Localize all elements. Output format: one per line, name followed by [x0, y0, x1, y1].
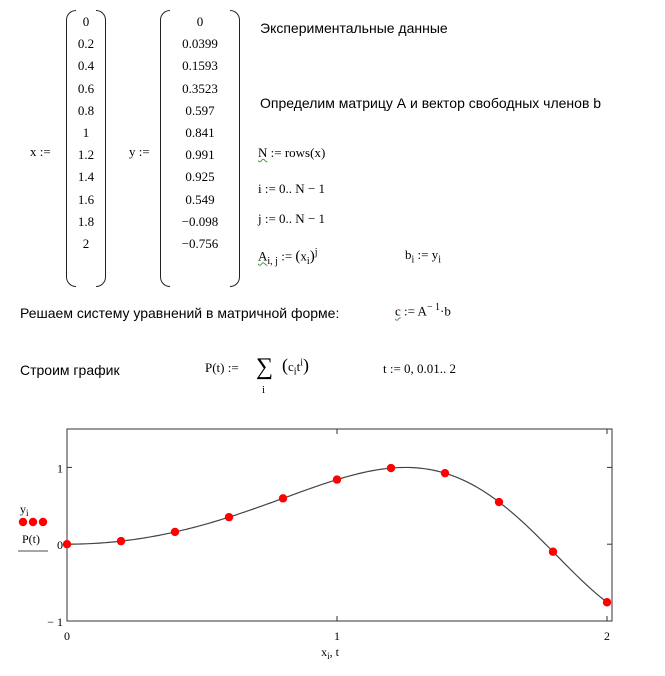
- y-value-6[interactable]: 0.991: [185, 147, 215, 163]
- y-value-7[interactable]: 0.925: [185, 169, 215, 185]
- y-value-1[interactable]: 0.0399: [182, 36, 218, 52]
- plot-frame: [67, 429, 612, 621]
- data-point-4[interactable]: [279, 494, 287, 502]
- y-tick-label-minus-1: − 1: [47, 615, 63, 629]
- data-point-7[interactable]: [441, 469, 449, 477]
- x-axis-label: $x_i$, t: [321, 645, 339, 661]
- legend-dot-2: [39, 518, 47, 526]
- x-tick-label-1: 1: [334, 629, 340, 643]
- plot-region[interactable]: [0, 415, 665, 676]
- build-plot-text: Строим график: [20, 362, 120, 378]
- y-value-0[interactable]: 0: [196, 14, 204, 29]
- x-value-4[interactable]: 0.8: [77, 102, 95, 118]
- x-value-3[interactable]: 0.6: [77, 80, 95, 96]
- y-value-8[interactable]: 0.549: [185, 191, 215, 207]
- legend-marker-dots: [19, 518, 47, 526]
- y-tick-label-1: 1: [57, 461, 63, 476]
- polynomial-curve-p-of-t: [67, 467, 607, 602]
- x-value-1[interactable]: 0.2: [77, 36, 95, 52]
- legend-label-yi: $y_i$: [20, 502, 29, 518]
- x-value-5[interactable]: 1: [82, 124, 90, 140]
- x-tick-label-0: 0: [64, 629, 70, 643]
- j-range-formula[interactable]: j := 0.. N − 1: [258, 211, 326, 226]
- x-value-6[interactable]: 1.2: [77, 147, 95, 163]
- data-point-6[interactable]: [387, 464, 395, 472]
- x-tick-label-2: 2: [604, 629, 610, 643]
- y-tick-label-0: 0: [57, 538, 63, 553]
- legend-dot-1: [29, 518, 37, 526]
- x-value-7[interactable]: 1.4: [77, 169, 95, 185]
- data-point-5[interactable]: [333, 475, 341, 483]
- define-matrix-text: Определим матрицу А и вектор свободных членов b: [260, 95, 602, 111]
- y-value-3[interactable]: 0.3523: [182, 80, 218, 96]
- y-value-5[interactable]: 0.841: [185, 124, 215, 140]
- vector-b-formula[interactable]: $b_i$ := $y_i$: [405, 247, 442, 266]
- i-range-formula[interactable]: i := 0.. N − 1: [258, 181, 326, 196]
- y-value-10[interactable]: −0.756: [181, 235, 219, 251]
- legend-dot-0: [19, 518, 27, 526]
- data-point-8[interactable]: [495, 498, 503, 506]
- data-point-10[interactable]: [603, 598, 611, 606]
- x-value-2[interactable]: 0.4: [77, 58, 95, 74]
- c-solution-formula[interactable]: c := $A^{- 1}\cdot b$: [395, 302, 451, 319]
- y-value-2[interactable]: 0.1593: [182, 58, 218, 74]
- x-value-9[interactable]: 1.8: [77, 213, 95, 229]
- sigma-index: i: [262, 384, 266, 396]
- data-point-9[interactable]: [549, 548, 557, 556]
- y-value-9[interactable]: −0.098: [181, 213, 219, 229]
- y-value-4[interactable]: 0.597: [185, 102, 215, 118]
- sigma-symbol: ∑: [256, 354, 274, 380]
- solve-system-text: Решаем систему уравнений в матричной форме:: [20, 305, 340, 321]
- y-vector-label: y :=: [129, 144, 150, 159]
- data-point-3[interactable]: [225, 513, 233, 521]
- p-of-t-lhs: P(t) :=: [205, 360, 239, 375]
- x-value-10[interactable]: 2: [82, 235, 90, 251]
- data-point-1[interactable]: [117, 537, 125, 545]
- x-value-0[interactable]: 0: [82, 14, 90, 29]
- experimental-data-text: Экспериментальные данные: [260, 20, 448, 36]
- x-vector-values[interactable]: [70, 11, 102, 255]
- matrix-a-formula[interactable]: $A_{i, j}$ := $(x_i)^j$: [258, 247, 318, 267]
- y-vector-values[interactable]: [164, 11, 236, 255]
- t-range-formula[interactable]: t := 0, 0.01.. 2: [383, 361, 457, 376]
- data-point-2[interactable]: [171, 528, 179, 536]
- n-rows-formula[interactable]: N := rows(x): [258, 145, 326, 160]
- p-of-t-body[interactable]: $(c_it^i)$: [282, 355, 309, 378]
- data-point-0[interactable]: [63, 540, 71, 548]
- x-value-8[interactable]: 1.6: [77, 191, 95, 207]
- legend-label-p-of-t: P(t): [22, 532, 40, 546]
- x-vector-label: x :=: [30, 144, 51, 159]
